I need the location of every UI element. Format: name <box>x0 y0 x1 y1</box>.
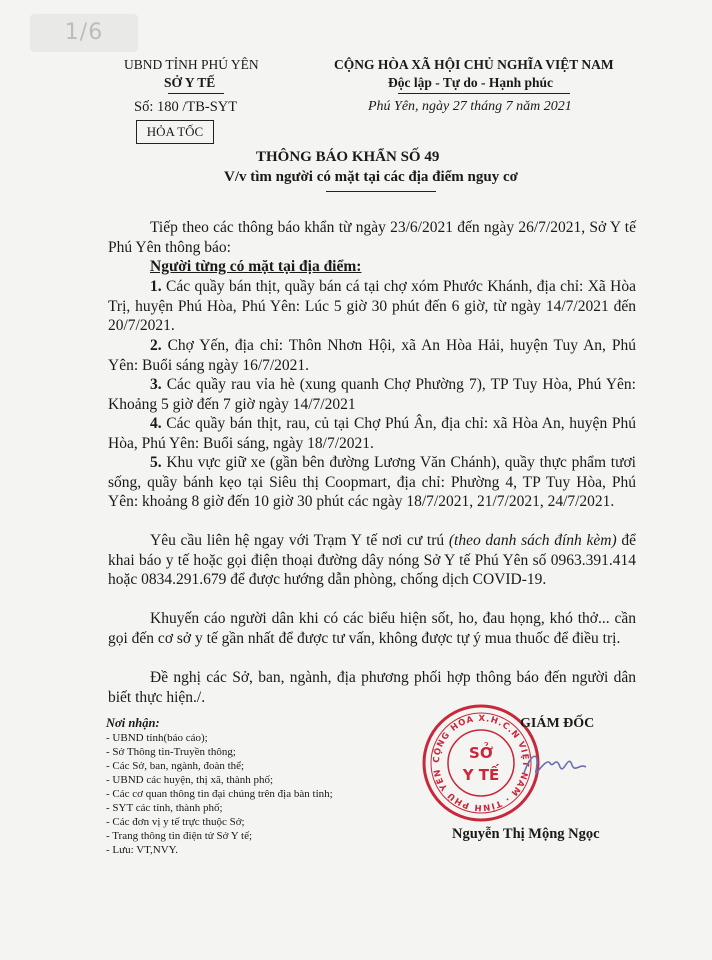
closing-paragraph: Đề nghị các Sở, ban, ngành, địa phương phối hợp thông báo đến người dân biết thực hiện./. <box>108 669 636 706</box>
recipient-item: - Sở Thông tin-Truyền thông; <box>106 746 236 758</box>
advice-paragraph: Khuyến cáo người dân khi có các biểu hiện sốt, ho, đau họng, khó thở... cần gọi đến cơ sở y tế gần nhất để được tư vấn, không được tự ý mua thuốc để điều trị. <box>108 610 636 647</box>
request-text-2: để khai báo y tế hoặc gọi điện thoại đường dây nóng Sở Y tế Phú Yên số 0963.391.414 hoặc 0834.291.679 để được hướng dẫn phòng, chống dịch COVID-19. <box>108 532 636 588</box>
signer-name: Nguyễn Thị Mộng Ngọc <box>452 826 600 842</box>
recipient-item: - UBND tỉnh(báo cáo); <box>106 732 208 744</box>
place-date: Phú Yên, ngày 27 tháng 7 năm 2021 <box>368 99 572 114</box>
notice-subject: V/v tìm người có mặt tại các địa điểm nguy cơ <box>224 169 518 185</box>
list-item-text: Chợ Yến, địa chỉ: Thôn Nhơn Hội, xã An Hòa Hải, huyện Tuy An, Phú Yên: Buổi sáng ngày 16/7/2021. <box>108 337 636 374</box>
recipient-item: - SYT các tỉnh, thành phố; <box>106 802 223 814</box>
list-item-number: 5. <box>150 454 162 471</box>
seal-ring-text: CỘNG HÒA X.H.C.N VIỆT NAM · TỈNH PHÚ YÊN <box>431 713 531 813</box>
intro-paragraph: Tiếp theo các thông báo khẩn từ ngày 23/6/2021 đến ngày 26/7/2021, Sở Y tế Phú Yên thông báo: <box>108 219 636 256</box>
list-item <box>108 414 636 453</box>
list-item-number: 3. <box>150 376 162 393</box>
recipient-item: - Các Sở, ban, ngành, đoàn thể; <box>106 760 245 772</box>
nation-underline <box>398 93 570 94</box>
list-item-text: Các quầy bán thịt, rau, củ tại Chợ Phú Ân, địa chỉ: xã Hòa An, huyện Phú Hòa, Phú Yên: Buổi sáng, ngày 18/7/2021. <box>108 415 636 452</box>
recipient-item: - Lưu: VT,NVY. <box>106 844 178 856</box>
list-item-text: Khu vực giữ xe (gần bên đường Lương Văn Chánh), quầy thực phẩm tươi sống, quầy bánh kẹo tại Siêu thị Coopmart, địa chỉ: Phường 4, TP Tuy Hòa, Phú Yên: khoảng 8 giờ đến 10 giờ 30 phút các ngày 18/7/2021, 21/7/2021, 24/7/2021. <box>108 454 636 510</box>
recipient-item: - UBND các huyện, thị xã, thành phố; <box>106 774 274 786</box>
nation-line-2: Độc lập - Tự do - Hạnh phúc <box>388 75 554 90</box>
list-item-number: 1. <box>150 278 162 295</box>
recipient-item: - Các đơn vị y tế trực thuộc Sở; <box>106 816 245 828</box>
list-item <box>108 336 636 375</box>
page-counter: 1/6 <box>30 14 138 52</box>
list-item <box>108 453 636 512</box>
request-paragraph <box>108 531 636 590</box>
section-heading: Người từng có mặt tại địa điểm: <box>150 258 362 275</box>
urgency-box: HỎA TỐC <box>136 120 214 144</box>
handwritten-signature <box>520 745 590 785</box>
seal-center-line-1: SỞ <box>469 744 493 762</box>
list-item-text: Các quầy rau vỉa hè (xung quanh Chợ Phường 7), TP Tuy Hòa, Phú Yên: Khoảng 5 giờ đến 7 giờ ngày 14/7/2021 <box>108 376 636 413</box>
list-item-text: Các quầy bán thịt, quầy bán cá tại chợ xóm Phước Khánh, địa chỉ: Xã Hòa Trị, huyện Phú Hòa, Phú Yên: Lúc 5 giờ 30 phút đến 6 giờ, từ ngày 14/7/2021 đến 20/7/2021. <box>108 278 636 334</box>
agency-line-2: SỞ Y TẾ <box>164 75 216 90</box>
seal-center-line-2: Y TẾ <box>462 766 500 784</box>
recipient-item: - Các cơ quan thông tin đại chúng trên địa bàn tỉnh; <box>106 788 333 800</box>
list-item <box>108 375 636 414</box>
recipients-list <box>106 731 333 857</box>
title-underline <box>326 191 436 192</box>
agency-line-1: UBND TỈNH PHÚ YÊN <box>124 57 259 72</box>
recipients-title: Nơi nhận: <box>106 716 160 730</box>
list-item-number: 2. <box>150 337 162 354</box>
signer-position: GIÁM ĐỐC <box>520 716 595 731</box>
recipient-item: - Trang thông tin điện tử Sở Y tế; <box>106 830 253 842</box>
list-item-number: 4. <box>150 415 162 432</box>
request-text-1: Yêu cầu liên hệ ngay với Trạm Y tế nơi cư trú <box>150 532 449 549</box>
document-number: Số: 180 /TB-SYT <box>134 99 238 115</box>
agency-underline <box>168 93 224 94</box>
list-item <box>108 277 636 336</box>
nation-line-1: CỘNG HÒA XÃ HỘI CHỦ NGHĨA VIỆT NAM <box>334 57 614 72</box>
notice-title: THÔNG BÁO KHẨN SỐ 49 <box>256 149 440 165</box>
request-attachment-note: (theo danh sách đính kèm) <box>448 532 617 549</box>
